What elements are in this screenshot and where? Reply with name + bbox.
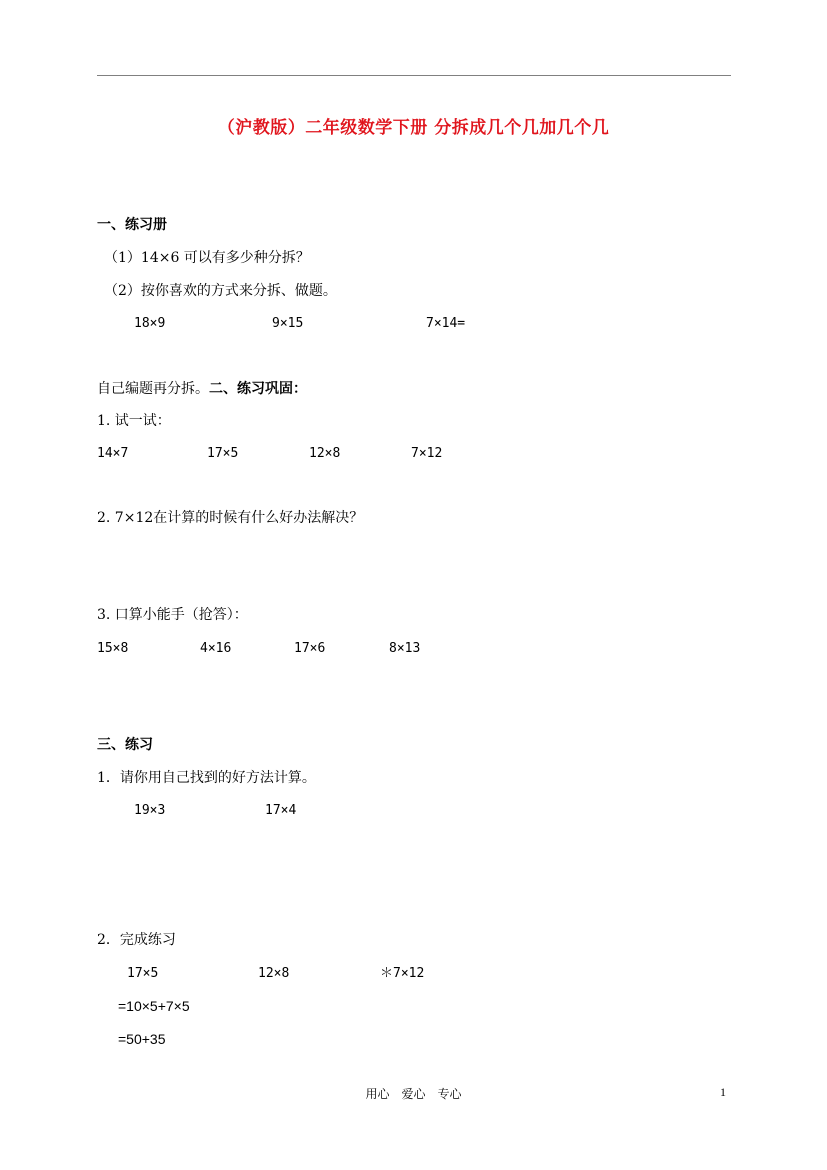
s2-heading-line [97,380,307,398]
s3-q1-label: 1．请你用自己找到的好方法计算。 [97,770,316,786]
s2-q1-expr-2: 17×5 [207,446,239,461]
s2-q1-label: 1. 试一试： [97,413,171,429]
s3-q2-expr-2: 12×8 [258,966,290,981]
s2-q3-label: 3. 口算小能手（抢答）： [97,607,248,623]
s1-expr-3: 7×14= [426,316,466,331]
s3-q2-expr-3: ＊7×12 [380,966,425,981]
s2-q3-expr-2: 4×16 [200,641,232,656]
s2-prefix: 自己编题再分拆。 [97,381,209,397]
s2-q3-expr-3: 17×6 [294,641,326,656]
page-title: （沪教版）二年级数学下册 分拆成几个几加几个几 [217,118,610,138]
s3-q1-expr-2: 17×4 [265,803,297,818]
s1-expr-2: 9×15 [272,316,304,331]
section-2-heading: 二、练习巩固： [209,381,307,397]
s2-q1-expr-3: 12×8 [309,446,341,461]
s3-q2-expr-1: 17×5 [127,966,159,981]
s3-step-1: =10×5+7×5 [118,998,190,1014]
header-rule [97,75,731,76]
section-3-heading: 三、练习 [97,737,153,753]
page-footer: 用心 爱心 专心 [365,1087,462,1101]
page-number: 1 [720,1085,726,1099]
s2-q1-expr-1: 14×7 [97,446,129,461]
section-1-heading: 一、练习册 [97,217,167,233]
s3-step-2: =50+35 [118,1031,166,1047]
s2-q3-expr-4: 8×13 [389,641,421,656]
s3-q1-expr-1: 19×3 [134,803,166,818]
s2-q3-expr-1: 15×8 [97,641,129,656]
s1-expr-1: 18×9 [134,316,166,331]
s2-question-2: 2. 7×12在计算的时候有什么好办法解决？ [97,510,364,526]
s2-q1-expr-4: 7×12 [411,446,443,461]
s3-q2-label: 2．完成练习 [97,932,176,948]
s1-question-1: （1）14×6 可以有多少种分拆？ [104,250,310,266]
s1-question-2: （2）按你喜欢的方式来分拆、做题。 [104,283,337,299]
